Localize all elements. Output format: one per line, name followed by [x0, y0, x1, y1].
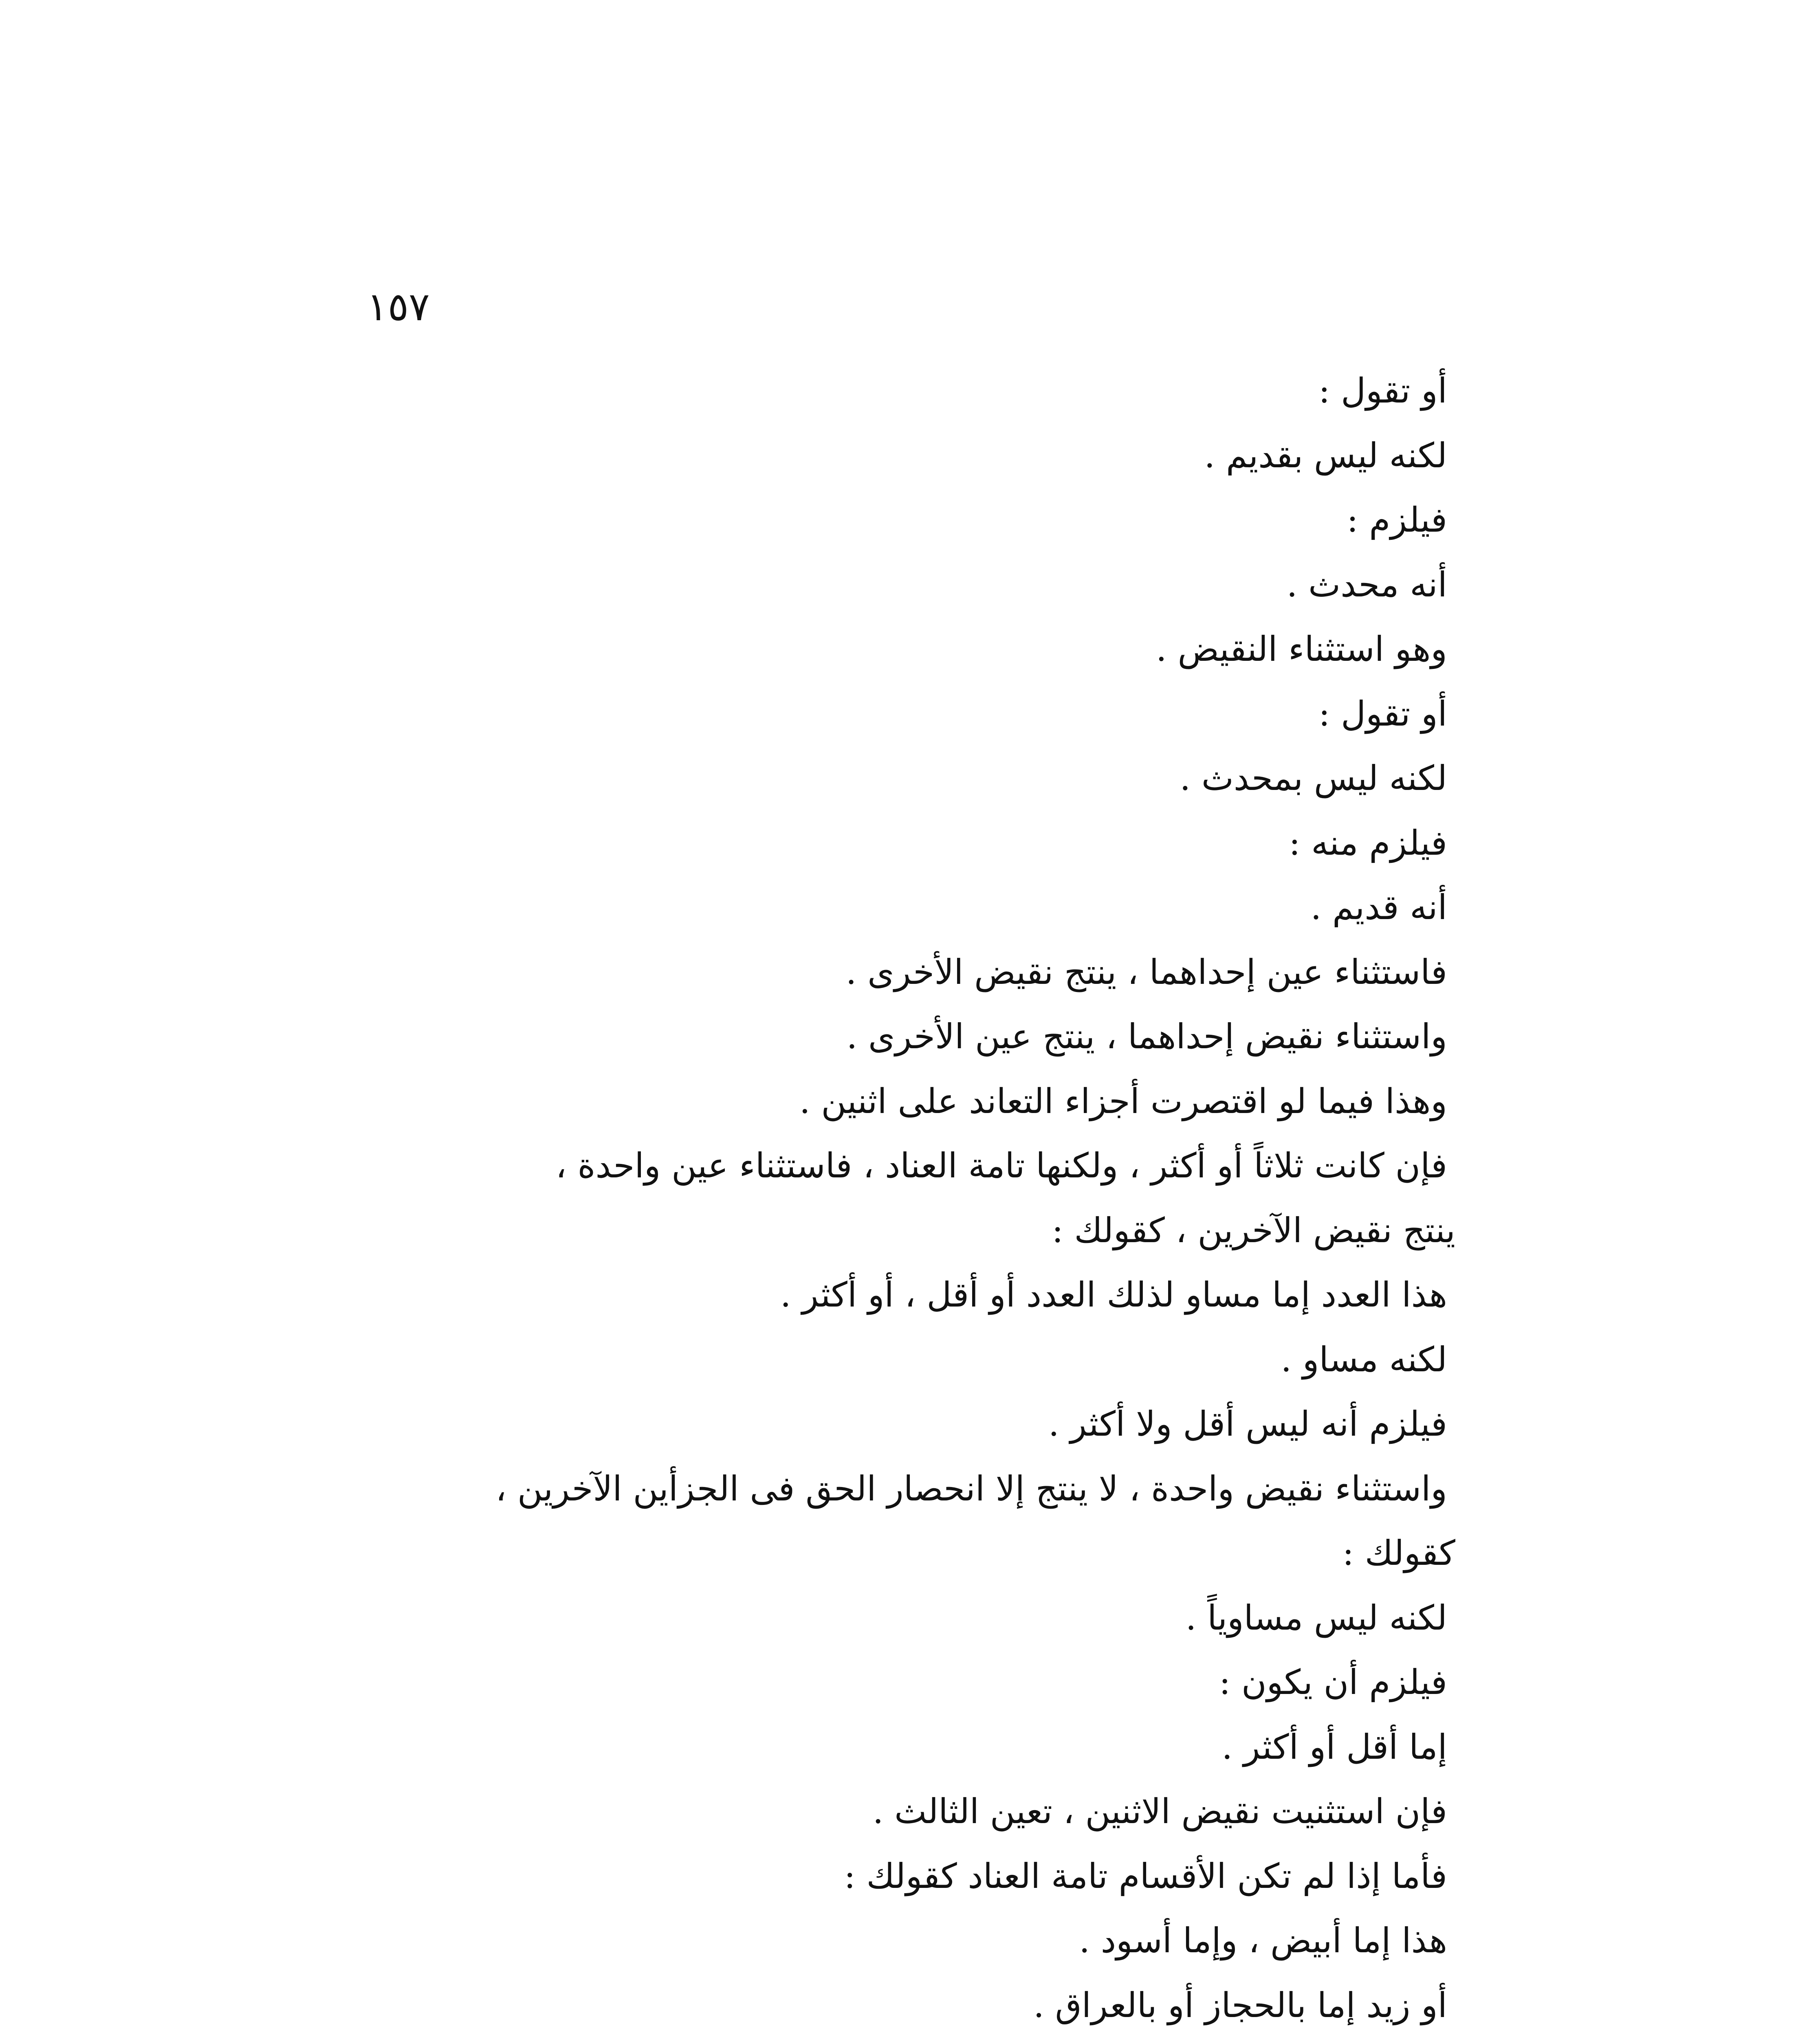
text-line: أو تقول :: [1318, 693, 1447, 734]
text-line: فيلزم أن يكون :: [1219, 1662, 1447, 1702]
text-line: فأما إذا لم تكن الأقسام تامة العناد كقولك :: [844, 1856, 1447, 1896]
text-line: أو زيد إما بالحجاز أو بالعراق .: [1033, 1985, 1447, 2025]
text-line: فيلزم أنه ليس أقل ولا أكثر .: [1048, 1404, 1447, 1444]
text-line: فيلزم منه :: [1289, 823, 1447, 863]
text-line: أنه محدث .: [1286, 564, 1447, 605]
page-number: ١٥٧: [367, 284, 430, 330]
text-line: فيلزم :: [1347, 500, 1447, 540]
text-line: وهذا فيما لو اقتصرت أجزاء التعاند على اثنين .: [799, 1081, 1447, 1121]
text-line: هذا العدد إما مساو لذلك العدد أو أقل ، أو أكثر .: [780, 1275, 1447, 1315]
text-line: واستثناء نقيض واحدة ، لا ينتج إلا انحصار الحق فى الجزأين الآخرين ،: [495, 1468, 1447, 1509]
text-line: لكنه ليس مساوياً .: [1185, 1597, 1447, 1638]
text-line: هذا إما أبيض ، وإما أسود .: [1079, 1920, 1447, 1960]
text-line: فإن كانت ثلاثاً أو أكثر ، ولكنها تامة العناد ، فاستثناء عين واحدة ،: [555, 1146, 1447, 1186]
text-line: واستثناء نقيض إحداهما ، ينتج عين الأخرى .: [846, 1016, 1447, 1056]
text-line: إما أقل أو أكثر .: [1221, 1727, 1447, 1767]
text-line: فإن استثنيت نقيض الاثنين ، تعين الثالث .: [872, 1791, 1447, 1831]
text-line: أنه قديم .: [1310, 887, 1447, 927]
text-line: فاستثناء عين إحداهما ، ينتج نقيض الأخرى .: [845, 952, 1447, 992]
text-line: لكنه مساو .: [1281, 1339, 1447, 1379]
text-line: كقولك :: [1342, 1533, 1455, 1573]
text-line: وهو استثناء النقيض .: [1156, 629, 1447, 669]
text-line: أو تقول :: [1318, 371, 1447, 411]
text-line: ينتج نقيض الآخرين ، كقولك :: [1052, 1210, 1455, 1250]
text-line: لكنه ليس بقديم .: [1204, 435, 1447, 475]
page-body-text: [298, 359, 1455, 2037]
text-line: لكنه ليس بمحدث .: [1180, 758, 1447, 798]
